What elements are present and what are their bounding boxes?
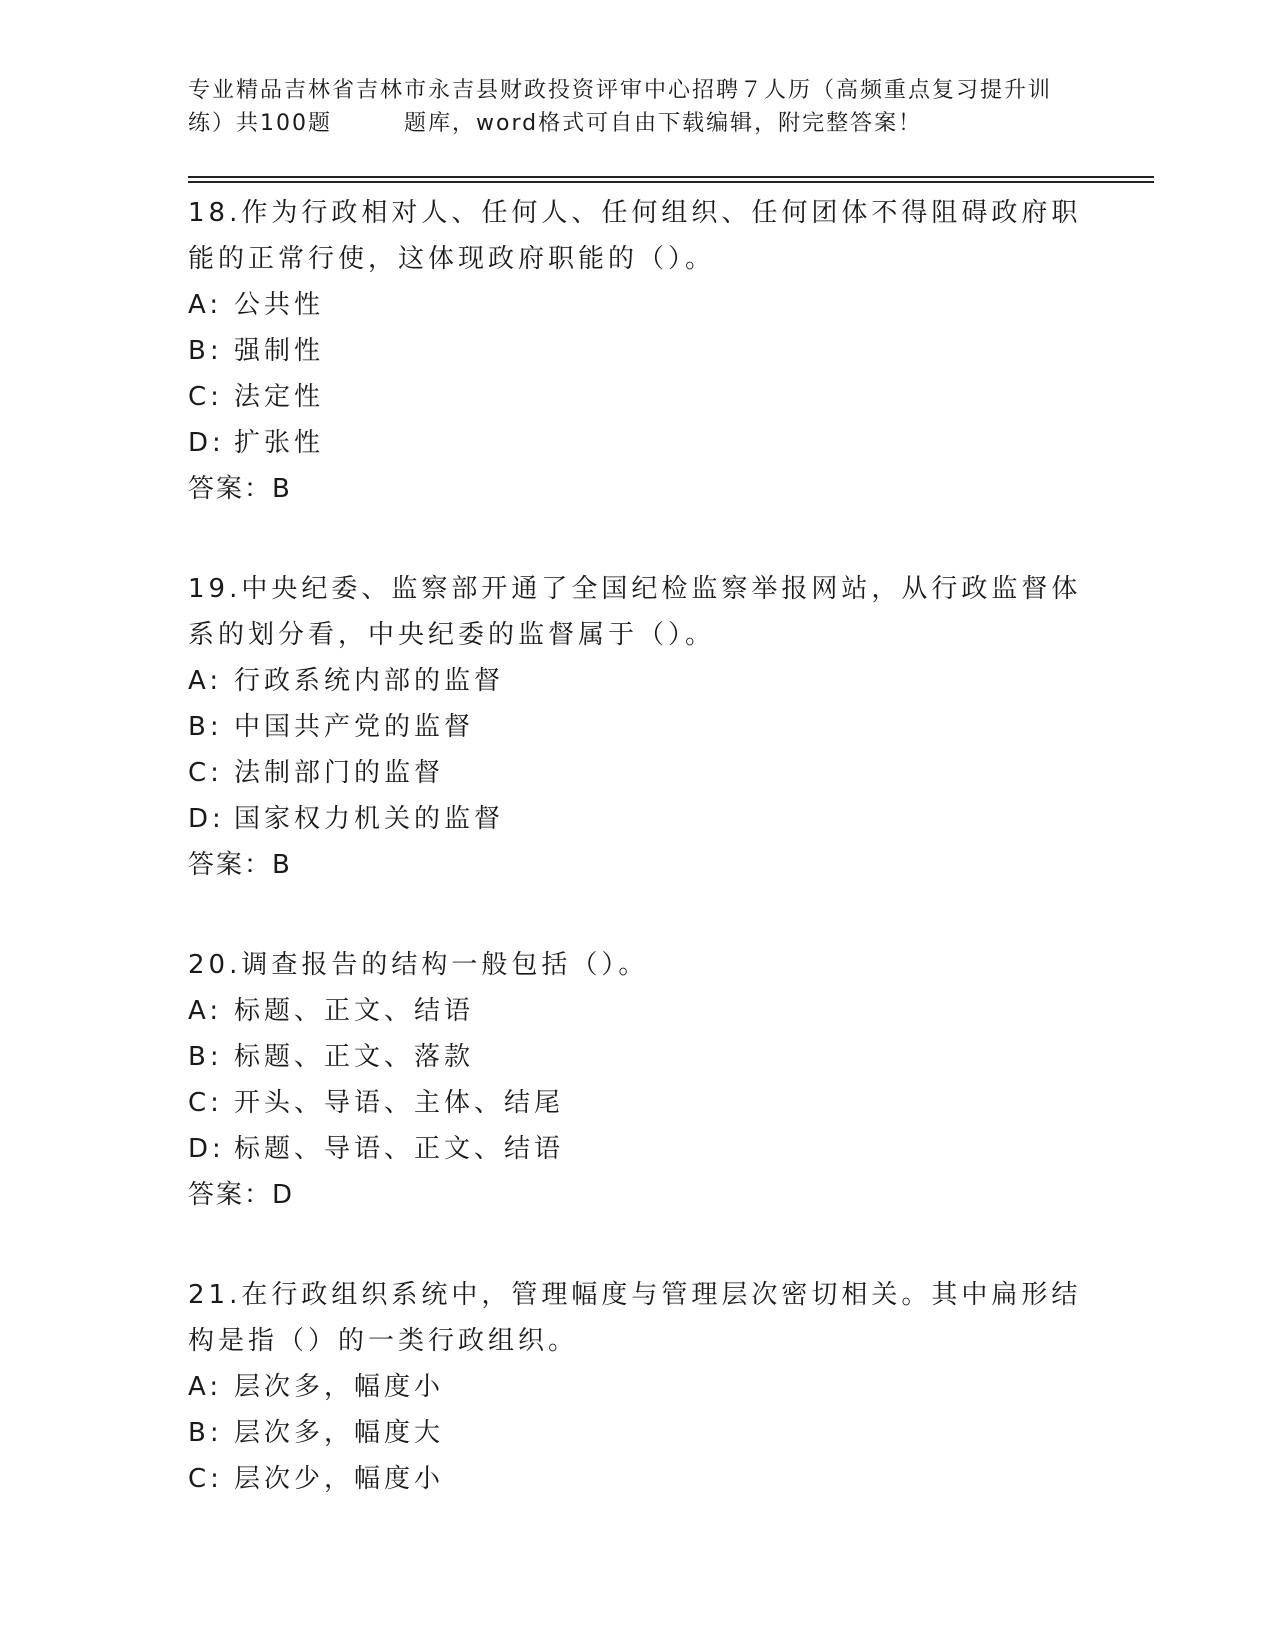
option-key: D: xyxy=(188,1134,225,1164)
header-title-suffix: 题 xyxy=(308,111,333,136)
question-text: 20.调查报告的结构一般包括（）。 xyxy=(188,950,649,980)
option-a xyxy=(188,988,1088,1034)
question-19 xyxy=(188,566,1088,888)
option-key: C: xyxy=(188,1464,223,1494)
option-text: 行政系统内部的监督 xyxy=(234,666,505,696)
document-header xyxy=(188,74,1088,140)
question-text: 21.在行政组织系统中，管理幅度与管理层次密切相关。其中扁形结构是指（）的一类行政组织。 xyxy=(188,1280,1082,1356)
option-a xyxy=(188,658,1088,704)
option-key: A: xyxy=(188,996,223,1026)
option-key: B: xyxy=(188,1042,223,1072)
option-d xyxy=(188,796,1088,842)
option-key: B: xyxy=(188,1418,223,1448)
question-text: 18.作为行政相对人、任何人、任何组织、任何团体不得阻碍政府职能的正常行使，这体现政府职能的（）。 xyxy=(188,198,1082,274)
option-a xyxy=(188,1364,1088,1410)
option-text: 层次多，幅度小 xyxy=(234,1372,445,1402)
option-c xyxy=(188,750,1088,796)
option-key: C: xyxy=(188,382,223,412)
option-text: 层次多，幅度大 xyxy=(234,1418,445,1448)
option-b xyxy=(188,1410,1088,1456)
header-question-count: 100 xyxy=(260,111,309,136)
answer: 答案：B xyxy=(188,850,292,880)
option-text: 扩张性 xyxy=(234,428,325,458)
option-c xyxy=(188,1456,1088,1502)
option-c xyxy=(188,374,1088,420)
option-key: D: xyxy=(188,428,225,458)
option-text: 中国共产党的监督 xyxy=(234,712,475,742)
option-text: 国家权力机关的监督 xyxy=(234,804,505,834)
option-key: B: xyxy=(188,712,223,742)
option-key: B: xyxy=(188,336,223,366)
option-text: 标题、导语、正文、结语 xyxy=(234,1134,565,1164)
option-key: A: xyxy=(188,290,223,320)
question-list xyxy=(188,190,1088,1556)
header-title: 专业精品吉林省吉林市永吉县财政投资评审中心招聘７人历（高频重点复习提升训练）共 xyxy=(188,78,1053,136)
option-c xyxy=(188,1080,1088,1126)
option-text: 标题、正文、结语 xyxy=(234,996,475,1026)
header-divider-top xyxy=(188,176,1154,178)
question-20 xyxy=(188,942,1088,1218)
option-text: 法定性 xyxy=(234,382,325,412)
answer: 答案：D xyxy=(188,1180,295,1210)
answer: 答案：B xyxy=(188,474,292,504)
question-text: 19.中央纪委、监察部开通了全国纪检监察举报网站，从行政监督体系的划分看，中央纪委的监督属于（）。 xyxy=(188,574,1082,650)
option-a xyxy=(188,282,1088,328)
option-key: A: xyxy=(188,1372,223,1402)
option-text: 标题、正文、落款 xyxy=(234,1042,475,1072)
option-text: 层次少，幅度小 xyxy=(234,1464,445,1494)
option-key: C: xyxy=(188,758,223,788)
header-description: 题库，word格式可自由下载编辑，附完整答案！ xyxy=(404,111,923,136)
option-text: 强制性 xyxy=(234,336,325,366)
option-d xyxy=(188,420,1088,466)
option-b xyxy=(188,704,1088,750)
option-key: D: xyxy=(188,804,225,834)
header-divider-bottom xyxy=(188,181,1154,183)
option-key: A: xyxy=(188,666,223,696)
option-text: 公共性 xyxy=(234,290,325,320)
option-b xyxy=(188,1034,1088,1080)
option-key: C: xyxy=(188,1088,223,1118)
option-text: 法制部门的监督 xyxy=(234,758,445,788)
option-text: 开头、导语、主体、结尾 xyxy=(234,1088,565,1118)
question-21 xyxy=(188,1272,1088,1502)
question-18 xyxy=(188,190,1088,512)
option-b xyxy=(188,328,1088,374)
option-d xyxy=(188,1126,1088,1172)
